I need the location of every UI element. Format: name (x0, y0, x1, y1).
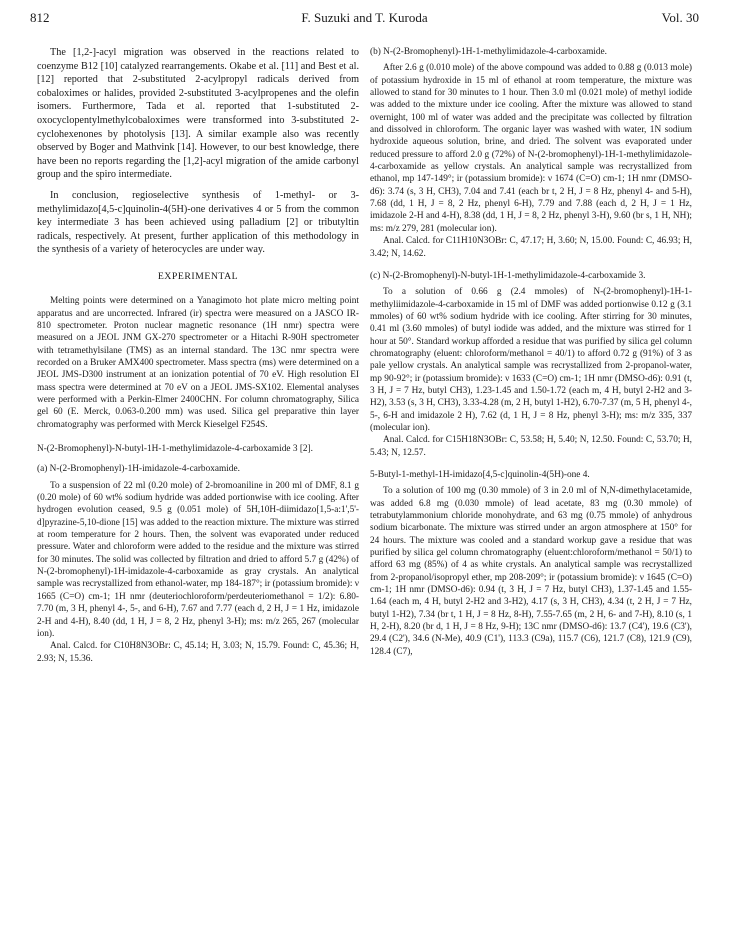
subsection-c-title: (c) N-(2-Bromophenyl)-N-butyl-1H-1-methylimidazole-4-carboxamide 3. (370, 270, 646, 281)
paragraph-conclusion: In conclusion, regioselective synthesis of 1-methyl- or 3-methylimidazo[4,5-c]quinolin-4(5H)-one derivatives 4 or 5 from the common key intermediate 3 has been achieved using palladium [2] or tributyltin radicals, respectively. At present, further application of this methodology in the synthesis of a variety of heterocycles are under way. (37, 189, 359, 256)
subsection-b-title: (b) N-(2-Bromophenyl)-1H-1-methylimidazole-4-carboxamide. (370, 47, 607, 57)
experimental-heading: EXPERIMENTAL (157, 270, 239, 282)
volume-label: Vol. 30 (661, 10, 699, 25)
paragraph-instruments: Melting points were determined on a Yanagimoto hot plate micro melting point apparatus and are uncorrected. Infrared (ir) spectra were measured on a JASCO IR-810 spectrometer. Proton nuclear magnetic resonance (1H nmr) spectra were measured on a JEOL JNM GX-270 spectrometer or a Hitachi R-90H spectrometer with tetramethylsilane (TMS) as an internal standard. The 13C nmr spectra were recorded on a Bruker AMX400 spectrometer. Mass spectra (ms) were determined on a JEOL JMS-D300 instrument at an ionization potential of 70 eV. High resolution EI mass spectra were determined at 70 eV on a JEOL JMS-SX102. Elemental analyses were performed with a Perkin-Elmer 2400CHN. For column chromatography, Silica gel 60 (E. Merck, 0.063-0.200 mm) was used. Silica gel preparative thin layer chromatography was performed with Merck Kieselgel F254S. (37, 296, 359, 430)
analysis-b: Anal. Calcd. for C11H10N3OBr: C, 47.17; H, 3.60; N, 15.00. Found: C, 46.93; H, 3.42; N, 14.62. (370, 236, 692, 259)
paragraph-procedure-b: After 2.6 g (0.010 mole) of the above compound was added to 0.88 g (0.013 mole) of potassium hydroxide in 15 ml of ethanol at room temperature, the mixture was allowed to stand for 30 minutes to 1 hour. Then 3.0 ml (0.021 mole) of methyl iodide was added to the mixture under ice cooling. After the mixture was allowed to stand overnight, 100 ml of water was added and the precipitate was collected by filtration and dissolved in chloroform. The organic layer was washed with water, 1N sodium hydroxide aqueous solution, brine, and dried. The solvent was evaporated under reduced pressure to afford 2.0 g (72%) of N-(2-bromophenyl)-1H-1-methylimidazole-4-carboxamide as yellow crystals. An analytical sample was recrystallized from ethanol, mp 147-149°; ir (potassium bromide): ν 1674 (C=O) cm-1; 1H nmr (DMSO-d6): 3.74 (s, 3 H, CH3), 7.04 and 7.41 (each br t, 2 H, J = 8 Hz, phenyl 4- and 5-H), 7.68 (dd, 1 H, J = 8, 2 Hz, phenyl 6-H), 7.79 and 7.88 (each d, 2 H, J = 1 Hz, imidazole 2-H and 4-H), 8.38 (dd, 1 H, J = 8, 2 Hz, phenyl 3-H), 9.60 (br s, 1 H, NH); ms: m/z 279, 281 (molecular ion). (370, 63, 692, 234)
analysis-c: Anal. Calcd. for C15H18N3OBr: C, 53.58; H, 5.40; N, 12.50. Found: C, 53.70; H, 5.43; N, 12.57. (370, 435, 692, 458)
analysis-a: Anal. Calcd. for C10H8N3OBr: C, 45.14; H, 3.03; N, 15.79. Found: C, 45.36; H, 2.93; N, 15.36. (37, 641, 359, 664)
running-authors: F. Suzuki and T. Kuroda (301, 10, 428, 25)
subsection-a-title: (a) N-(2-Bromophenyl)-1H-imidazole-4-carboxamide. (37, 464, 240, 475)
compound-3-title: N-(2-Bromophenyl)-N-butyl-1H-1-methylimidazole-4-carboxamide 3 [2]. (37, 444, 313, 455)
left-column (37, 46, 359, 665)
page-header (30, 10, 699, 30)
paragraph-procedure-c: To a solution of 0.66 g (2.4 mmoles) of N-(2-bromophenyl)-1H-1-methyliimidazole-4-carboxamide in 15 ml of DMF was added portionwise 0.12 g (3.1 mmoles) of 60 wt% sodium hydride with ice cooling. After stirring for 30 minutes, 0.41 ml (3.60 mmoles) of butyl iodide was added, and the mixture was stirred for 1 hour at 50°. Standard workup afforded a residue that was purified by silica gel column chromatography (eluent: chloroform/methanol = 40/1) to afford 0.72 g (91%) of 3 as pale yellow crystals. An analytical sample was recrystallized from 2-propanol-water, mp 90-92°; ir (potassium bromide): ν 1633 (C=O) cm-1; 1H nmr (DMSO-d6): 0.91 (t, 3 H, J = 7 Hz, butyl CH3), 1.23-1.45 and 1.50-1.72 (each m, 4 H, butyl 2-H2 and 3-H2), 3.53 (s, 3 H, CH3), 3.33-4.28 (m, 2 H, butyl 1-H2), 6.70-7.37 (m, 5 H, phenyl 4-, 5-, 6-H and imidazole 2 H), 7.62 (d, 1 H, J = 8 Hz, phenyl 3-H); ms: m/z 335, 337 (molecular ion). (370, 287, 692, 433)
paragraph-acyl-migration: The [1,2-]-acyl migration was observed in the reactions related to coenzyme B12 [10] catalyzed rearrangements. Okabe et al. [11] and Best et al. [12] reported that 2-substituted 2-acylpropyl radicals derived from cobaloximes or halides, provided 2-substituted 3-acylpropenes and the olefin isomers. Furthermore, Tada et al. reported that 1-substituted 2-oxocyclopentylmethylcobaloximes were transformed into 3-substituted 2-cyclohexenones by photolysis [13]. A similar example also was recently observed by Boger and Mathvink [14]. However, to our best knowledge, there have been no reports regarding the [1,2]-acyl migration of the amide carbonyl group and the spiro intermediate. (37, 47, 359, 181)
compound-4-title: 5-Butyl-1-methyl-1H-imidazo[4,5-c]quinolin-4(5H)-one 4. (370, 470, 590, 480)
paragraph-procedure-4: To a solution of 100 mg (0.30 mmole) of 3 in 2.0 ml of N,N-dimethylacetamide, was added 6.8 mg (0.030 mmole) of lead acetate, 83 mg (0.30 mmole) of tetrabutylammonium chloride monohydrate, and 63 mg (0.75 mmole) of anhydrous sodium bicarbonate. The mixture was stirred under an argon atmosphere at 150° for 24 hours. The mixture was cooled and a standard workup gave a residue that was purified by silica gel column chromatography (eluent:chloroform/methanol = 50/1) to afford 63 mg (85%) of 4 as white crystals. An analytical sample was recrystallized from 2-propanol/isopropyl ether, mp 208-209°; ir (potassium bromide): ν 1645 (C=O) cm-1; 1H nmr (DMSO-d6): 0.94 (t, 3 H, J = 7 Hz, butyl CH3), 1.37-1.45 and 1.55-1.64 (each m, 4 H, butyl 2-H2 and 3-H2), 4.17 (s, 3 H, CH3), 4.34 (t, 2 H, J = 7 Hz, butyl 1-H2), 7.34 (br t, 1 H, J = 8 Hz, 8-H), 7.55-7.65 (m, 2 H, 6- and 7-H), 8.10 (s, 1 H, 2-H), 8.20 (br d, 1 H, J = 8 Hz, 9-H); 13C nmr (DMSO-d6): 13.7 (C4'), 19.6 (C3'), 29.4 (C2'), 34.6 (N-Me), 40.9 (C1'), 113.3 (C9a), 115.7 (C6), 121.7 (C8), 121.9 (C9), 128.4 (C7), (370, 486, 692, 657)
paragraph-procedure-a: To a suspension of 22 ml (0.20 mole) of 2-bromoaniline in 200 ml of DMF, 8.1 g (0.20 mole) of 60 wt% sodium hydride was added portionwise with ice cooling. After hydrogen evolution ceased, 9.5 g (0.051 mole) of 5H,10H-diimidazo[1,5-a:1',5'-d]pyrazine-5,10-dione [15] was added to the reaction mixture. The mixture was stirred at room temperature for 2 hours. Then, the solvent was evaporated under reduced pressure. Water and chloroform were added to the residue and the mixture was stirred for 30 minutes. The solid was collected by filtration and dried to afford 5.7 g (42%) of N-(2-bromophenyl)-1H-imidazole-4-carboxamide as gray crystals. An analytical sample was recrystallized from ethanol-water, mp 184-187°; ir (potassium bromide): ν 1665 (C=O) cm-1; 1H nmr (deuteriochloroform/perdeuteriomethanol = 1/2): 6.80-7.70 (m, 3 H, phenyl 4-, 5-, and 6-H), 7.67 and 7.77 (each d, 2 H, J = 1 Hz, imidazole 2-H and 4-H), 8.40 (dd, 1 H, J = 8, 2 Hz, phenyl 3-H); ms: m/z 265, 267 (molecular ion). (37, 480, 359, 639)
right-column (370, 46, 692, 658)
page-number: 812 (30, 10, 50, 25)
